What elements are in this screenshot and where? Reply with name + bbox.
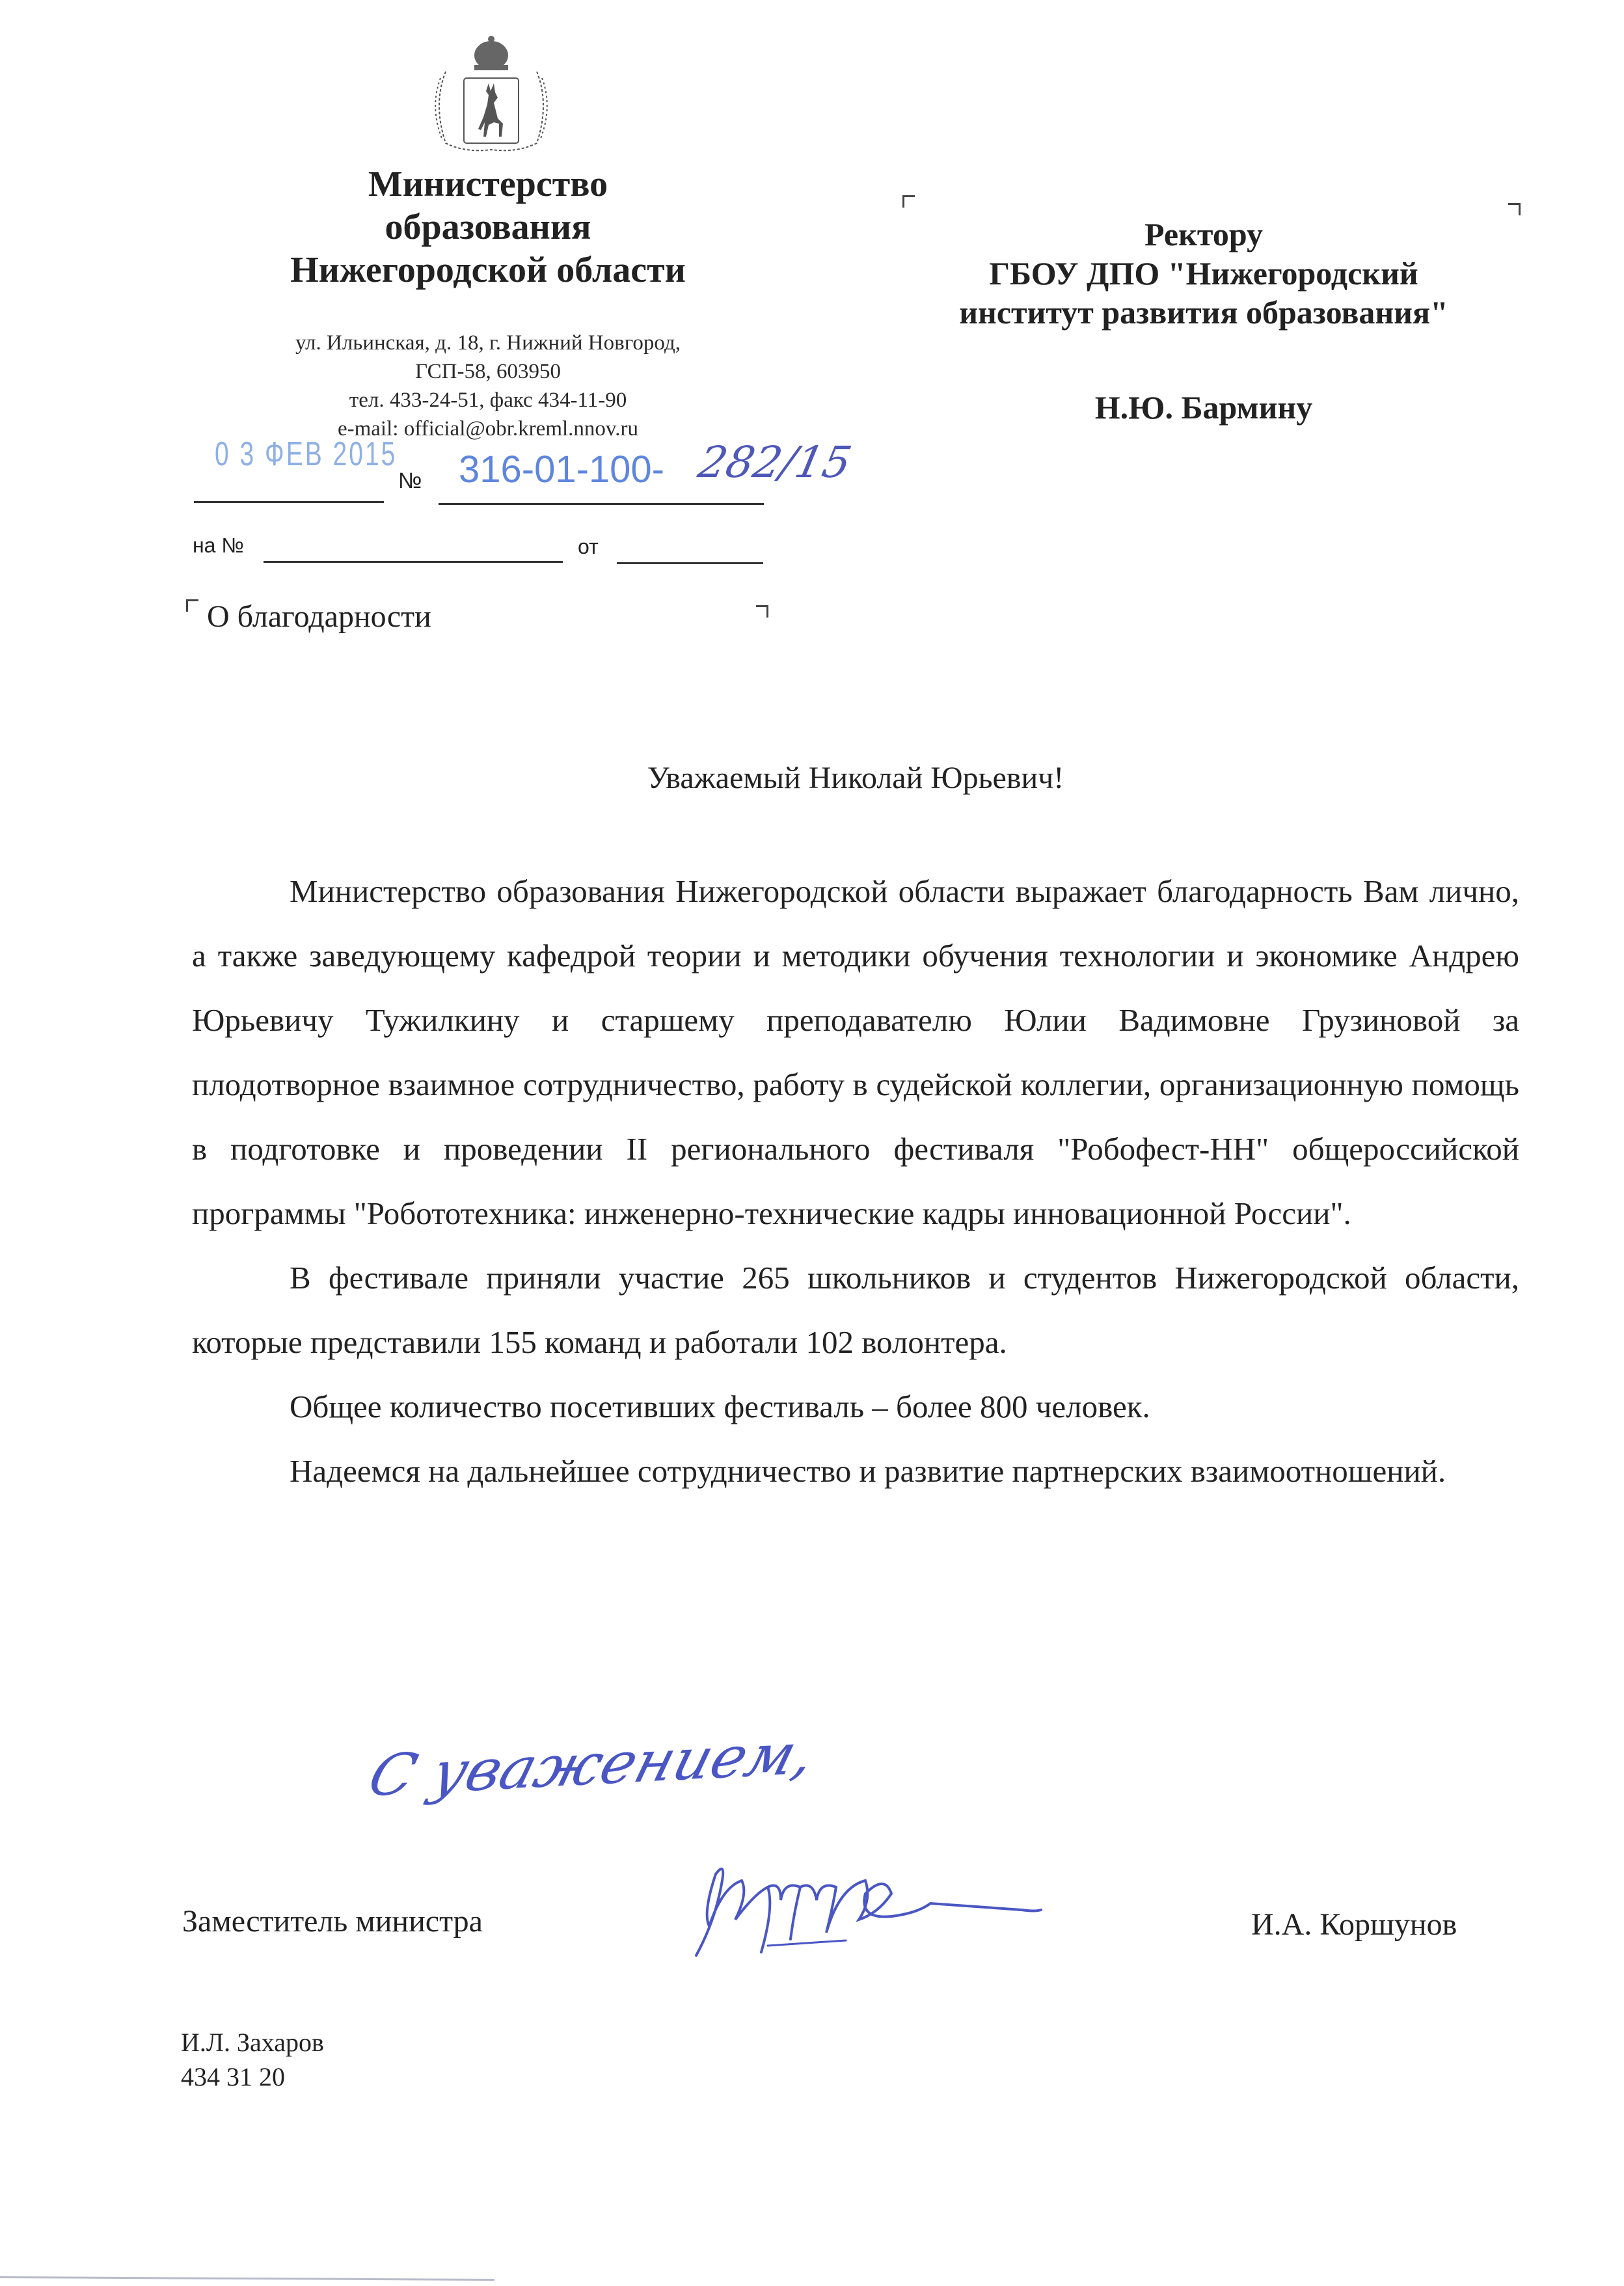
registration-number: 316-01-100-: [459, 448, 664, 491]
coat-of-arms-icon: [426, 33, 556, 156]
corner-mark-subject-left: [186, 599, 198, 612]
address-line: ул. Ильинская, д. 18, г. Нижний Новгород,: [295, 331, 681, 355]
addressee-name: Н.Ю. Бармину: [1094, 389, 1313, 426]
ministry-title: [195, 163, 781, 292]
executor-phone: 434 31 20: [181, 2062, 285, 2091]
body-paragraph: Надеемся на дальнейшее сотрудничество и развитие партнерских взаимоотношений.: [290, 1453, 1446, 1489]
ministry-title-line: образования: [385, 207, 591, 247]
corner-mark-subject-right: [756, 605, 768, 618]
handwritten-signature-icon: [670, 1842, 1210, 1959]
ministry-address: [195, 329, 781, 443]
executor-name: И.Л. Захаров: [181, 2028, 324, 2057]
body-paragraph: Министерство образования Нижегородской области выражает благодарность Вам лично, а также заведующему кафедрой теории и методики обучения технологии и экономике Андрею Юрьевичу Тужилкину и старшему преподавателю Юлии Вадимовне Грузиновой за плодотворное взаимное сотрудничество, работу в судейской коллегии, организационную помощь в подготовке и проведении II регионального фестиваля "Робофест-НН" общероссийской программы "Робототехника: инженерно-технические кадры инновационной России".: [192, 873, 1519, 1231]
subject-line: О благодарности: [207, 599, 431, 634]
addressee-line: институт развития образования": [959, 294, 1448, 331]
address-line: тел. 433-24-51, факс 434-11-90: [349, 388, 627, 412]
number-field-line: [439, 503, 764, 505]
registration-number-handwritten: 282/15: [694, 437, 856, 487]
number-sign: №: [398, 469, 422, 493]
date-stamp: 0 3 ФЕВ 2015: [215, 435, 398, 473]
reply-number-label: на №: [193, 534, 244, 557]
signer-title: Заместитель министра: [182, 1904, 483, 1939]
email-line: e-mail: official@obr.kreml.nnov.ru: [337, 417, 639, 441]
reply-date-label: от: [578, 535, 599, 558]
salutation: Уважаемый Николай Юрьевич!: [647, 761, 1064, 795]
ministry-title-line: Министерство: [368, 164, 608, 204]
reply-number-line: [264, 561, 563, 563]
ministry-title-line: Нижегородской области: [290, 250, 686, 290]
page-edge: [0, 2276, 494, 2281]
body-paragraph: Общее количество посетивших фестиваль – более 800 человек.: [290, 1389, 1150, 1424]
addressee-line: ГБОУ ДПО "Нижегородский: [989, 255, 1418, 292]
letter-body: [192, 859, 1519, 1503]
date-field-line: [194, 501, 384, 503]
body-paragraph: В фестивале приняли участие 265 школьников и студентов Нижегородской области, которые представили 155 команд и работали 102 волонтера.: [192, 1260, 1519, 1360]
handwritten-closing: С уважением,: [361, 1719, 823, 1810]
corner-mark-top-left: [902, 195, 915, 208]
addressee-line: Ректору: [1144, 216, 1263, 252]
addressee: [911, 215, 1496, 332]
reply-date-line: [617, 562, 763, 564]
corner-mark-top-right: [1508, 203, 1521, 215]
signer-name: И.А. Коршунов: [1251, 1907, 1457, 1942]
address-line: ГСП-58, 603950: [415, 360, 561, 383]
